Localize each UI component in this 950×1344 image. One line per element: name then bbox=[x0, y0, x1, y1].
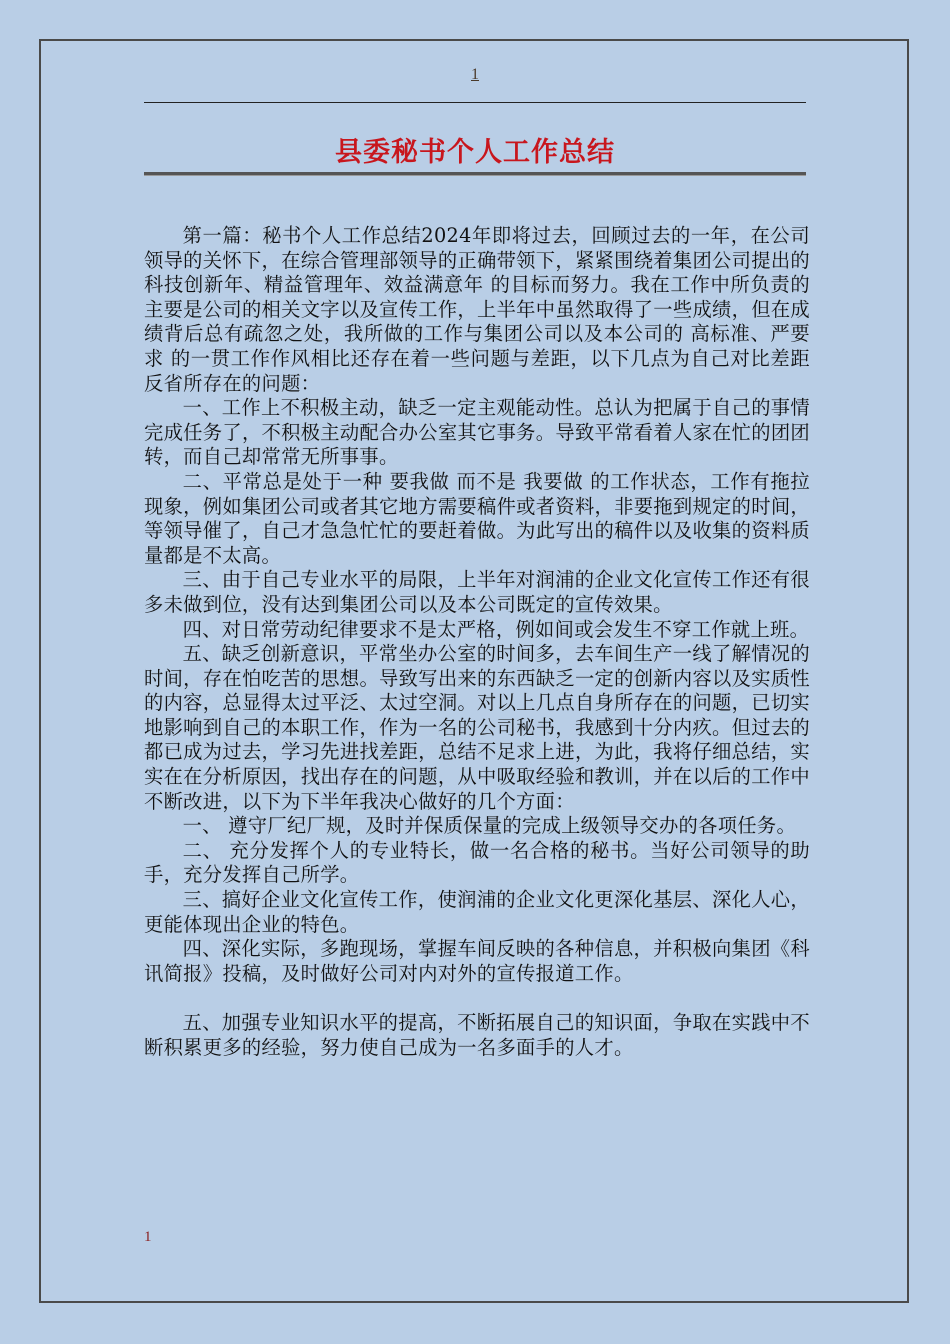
header-page-number bbox=[0, 66, 950, 84]
paragraph-problem-1: 一、工作上不积极主动，缺乏一定主观能动性。总认为把属于自己的事情完成任务了，不积极主动配合办公室其它事务。导致平常看着人家在忙的团团转，而自己却常常无所事事。 bbox=[144, 396, 810, 469]
paragraph-plan-2: 二、 充分发挥个人的专业特长，做一名合格的秘书。当好公司领导的助手，充分发挥自己所学。 bbox=[144, 838, 810, 887]
paragraph-problem-3: 三、由于自己专业水平的局限，上半年对润浦的企业文化宣传工作还有很多未做到位，没有达到集团公司以及本公司既定的宣传效果。 bbox=[144, 568, 810, 616]
header-page-number-text: 1 bbox=[471, 66, 479, 83]
header-divider bbox=[144, 102, 806, 103]
paragraph-problem-4: 四、对日常劳动纪律要求不是太严格，例如间或会发生不穿工作就上班。 bbox=[182, 617, 810, 641]
paragraph-problem-2: 二、平常总是处于一种 要我做 而不是 我要做 的工作状态，工作有拖拉现象，例如集团公司或者其它地方需要稿件或者资料，非要拖到规定的时间，等领导催了，自己才急急忙忙的要赶着做。为此写出的稿件以及收集的资料质量都是不太高。 bbox=[144, 469, 810, 567]
footer-page-number: 1 bbox=[144, 1229, 152, 1245]
paragraph-plan-5: 五、加强专业知识水平的提高，不断拓展自己的知识面，争取在实践中不断积累更多的经验，努力使自己成为一名多面手的人才。 bbox=[144, 1011, 810, 1059]
paragraph-plan-3: 三、搞好企业文化宣传工作，使润浦的企业文化更深化基层、深化人心，更能体现出企业的特色。 bbox=[144, 888, 810, 936]
document-body bbox=[144, 224, 810, 1060]
paragraph-intro: 第一篇：秘书个人工作总结2024年即将过去，回顾过去的一年，在公司领导的关怀下，在综合管理部领导的正确带领下，紧紧围绕着集团公司提出的 科技创新年、精益管理年、效益满意年 的目标而努力。我在工作中所负责的主要是公司的相关文字以及宣传工作，上半年中虽然取得了一些成绩，但在成绩背后总有疏忽之处，我所做的工作与集团公司以及本公司的 高标准、严要求 的一贯工作作风相比还存在着一些问题与差距，以下几点为自己对比差距反省所存在的问题： bbox=[144, 224, 810, 395]
document-title: 县委秘书个人工作总结 bbox=[335, 137, 615, 168]
paragraph-plan-1: 一、 遵守厂纪厂规，及时并保质保量的完成上级领导交办的各项任务。 bbox=[182, 814, 797, 838]
paragraph-problem-5: 五、缺乏创新意识，平常坐办公室的时间多，去车间生产一线了解情况的时间，存在怕吃苦的思想。导致写出来的东西缺乏一定的创新内容以及实质性的内容，总显得太过平泛、太过空洞。对以上几点自身所存在的问题，已切实地影响到自己的本职工作，作为一名的公司秘书，我感到十分内疚。但过去的都已成为过去，学习先进找差距，总结不足求上进，为此，我将仔细总结，实实在在分析原因，找出存在的问题，从中吸取经验和教训，并在以后的工作中不断改进，以下为下半年我决心做好的几个方面： bbox=[144, 642, 810, 813]
title-divider bbox=[144, 172, 806, 175]
paragraph-plan-4: 四、深化实际，多跑现场，掌握车间反映的各种信息，并积极向集团《科讯简报》投稿，及时做好公司对内对外的宣传报道工作。 bbox=[144, 937, 810, 985]
